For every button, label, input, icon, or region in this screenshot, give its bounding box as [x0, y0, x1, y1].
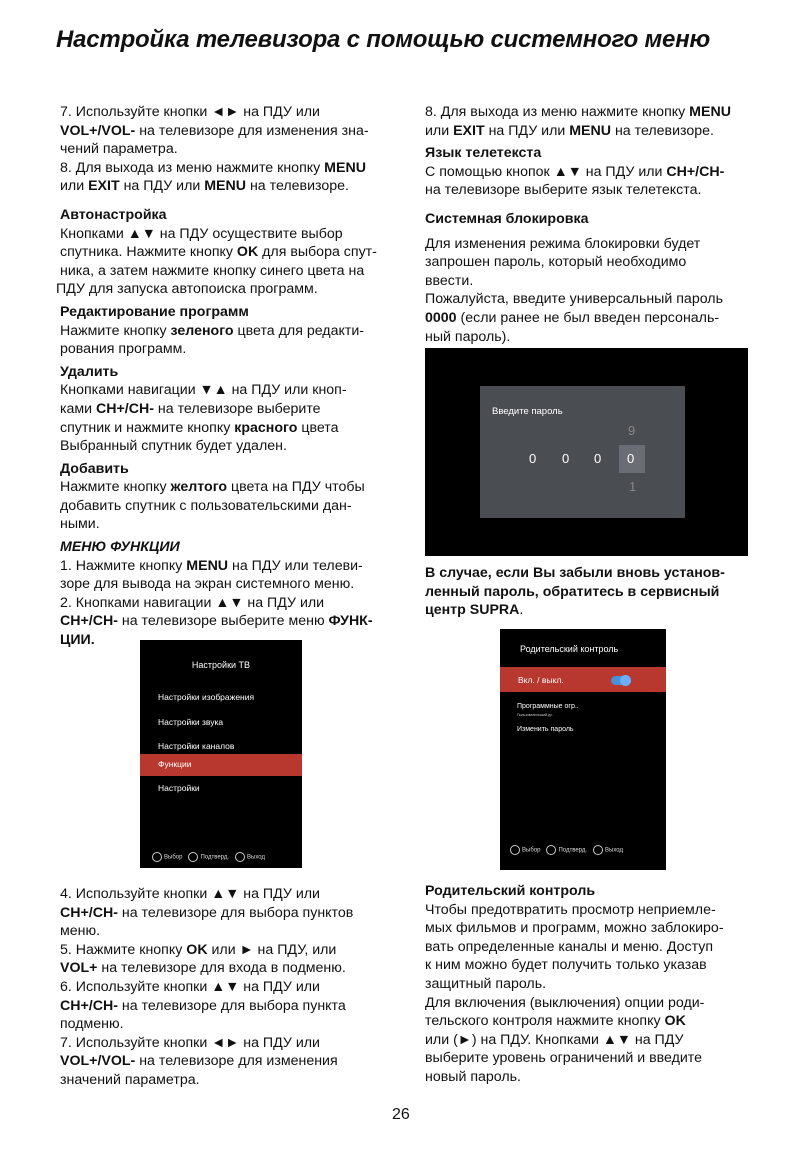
func7-line3: значений параметра.	[60, 1071, 200, 1088]
delete-line1: Кнопками навигации ▼▲ на ПДУ или кноп-	[60, 382, 347, 399]
tv-menu-item[interactable]: Настройки	[158, 783, 200, 793]
left-step7-line1: 7. Используйте кнопки ◄► на ПДУ или	[60, 104, 320, 120]
lock-line5: 0000 (если ранее не был введен персональ-	[425, 309, 720, 326]
forgot-line3: центр SUPRA.	[425, 602, 524, 619]
tv-menu-item[interactable]: Настройки каналов	[158, 741, 235, 751]
left-step8-line2: или EXIT на ПДУ или MENU на телевизоре.	[60, 178, 349, 195]
func4-line3: меню.	[60, 923, 101, 940]
parental-line9: выберите уровень ограничений и введите	[425, 1050, 703, 1067]
forgot-line2: ленный пароль, обратитесь в сервисный	[425, 583, 720, 600]
auto-line4: ПДУ для запуска автопоиска программ.	[56, 281, 318, 298]
tv-menu-item[interactable]: Настройки изображения	[158, 692, 255, 702]
auto-heading: Автонастройка	[60, 206, 167, 223]
parental-line4: к ним можно будет получить только указав	[425, 957, 707, 974]
password-digit-4[interactable]: 0	[627, 451, 635, 466]
parental-line6: Для включения (выключения) опции роди-	[425, 994, 705, 1011]
left-step7-line3: чений параметра.	[60, 141, 178, 158]
password-prompt: Введите пароль	[492, 406, 563, 417]
delete-line2: ками CH+/CH- на телевизоре выберите	[60, 400, 321, 417]
parental-line3: вать определенные каналы и меню. Доступ	[425, 938, 714, 955]
edit-heading: Редактирование программ	[60, 303, 249, 320]
lock-line4: Пожалуйста, введите универсальный пароль	[425, 291, 723, 308]
func4-line1: 4. Используйте кнопки ▲▼ на ПДУ или	[60, 886, 320, 902]
parental-line1: Чтобы предотвратить просмотр неприемле-	[425, 901, 716, 918]
tv-menu-item-selected[interactable]: Функции	[158, 759, 192, 769]
exit-icon	[593, 845, 603, 855]
parental-line8: или (►) на ПДУ. Кнопками ▲▼ на ПДУ	[425, 1031, 684, 1048]
parental-line2: мых фильмов и программ, можно заблокиро-	[425, 920, 724, 937]
parental-program-sub: Пользовательский ур..	[517, 713, 554, 717]
parental-toggle[interactable]	[611, 676, 631, 685]
parental-onoff-label[interactable]: Вкл. / выкл.	[518, 675, 564, 685]
parental-program-limits[interactable]: Программные огр..	[517, 703, 579, 710]
right-column-bottom	[425, 882, 765, 1087]
parental-line5: защитный пароль.	[425, 975, 547, 992]
password-digit-below: 1	[629, 479, 637, 494]
left-column-top	[56, 103, 405, 650]
right-step8-line2: или EXIT на ПДУ или MENU на телевизоре.	[425, 122, 714, 139]
tv-menu-title: Настройки ТВ	[191, 660, 251, 670]
lock-line6: ный пароль).	[425, 328, 511, 345]
teletext-heading: Язык телетекста	[425, 145, 542, 162]
func2-line3: ЦИИ.	[60, 632, 95, 649]
func7-line1: 7. Используйте кнопки ◄► на ПДУ или	[60, 1034, 320, 1051]
teletext-line1: С помощью кнопок ▲▼ на ПДУ или CH+/CH-	[425, 163, 725, 180]
add-line2: добавить спутник с пользовательскими дан-	[60, 497, 352, 514]
func4-line2: CH+/CH- на телевизоре для выбора пунктов	[60, 904, 354, 921]
parental-change-password[interactable]: Изменить пароль	[517, 726, 574, 733]
func6-line2: CH+/CH- на телевизоре для выбора пункта	[60, 997, 346, 1014]
right-column-top	[425, 103, 765, 346]
func5-line1: 5. Нажмите кнопку OK или ► на ПДУ, или	[60, 941, 337, 958]
tv-parental-screen	[500, 629, 666, 870]
auto-line2: спутника. Нажмите кнопку OK для выбора спут-	[60, 244, 377, 261]
func2-line2: CH+/CH- на телевизоре выберите меню ФУНК-	[60, 613, 373, 630]
select-icon	[152, 852, 162, 862]
select-icon	[510, 845, 520, 855]
lock-line2: запрошен пароль, который необходимо	[425, 254, 687, 271]
exit-icon	[235, 852, 245, 862]
edit-line1: Нажмите кнопку зеленого цвета для редакти-	[60, 322, 364, 339]
func6-line3: подменю.	[60, 1016, 124, 1033]
forgot-line1: В случае, если Вы забыли вновь установ-	[425, 565, 725, 581]
password-digit-1[interactable]: 0	[529, 451, 537, 466]
delete-heading: Удалить	[60, 363, 119, 380]
delete-line4: Выбранный спутник будет удален.	[60, 438, 287, 455]
func1-line2: зоре для вывода на экран системного меню.	[60, 576, 355, 593]
lock-line1: Для изменения режима блокировки будет	[425, 235, 701, 252]
delete-line3: спутник и нажмите кнопку красного цвета	[60, 419, 339, 436]
parental-heading: Родительский контроль	[425, 883, 596, 899]
parental-title: Родительский контроль	[520, 644, 619, 654]
edit-line2: рования программ.	[60, 341, 187, 358]
auto-line3: ника, а затем нажмите кнопку синего цвета на	[60, 262, 365, 279]
tv-menu-footer: Выбор Подтверд. Выход	[152, 852, 265, 862]
tv-menu-item[interactable]: Настройки звука	[158, 717, 224, 727]
parental-line10: новый пароль.	[425, 1068, 521, 1085]
func6-line1: 6. Используйте кнопки ▲▼ на ПДУ или	[60, 978, 320, 995]
password-digit-above: 9	[628, 423, 636, 438]
parental-footer: Выбор Подтверд. Выход	[510, 845, 623, 855]
left-step7-line2: VOL+/VOL- на телевизоре для изменения зна-	[60, 122, 369, 139]
left-step8-line1: 8. Для выхода из меню нажмите кнопку MENU	[60, 159, 366, 176]
parental-line7: тельского контроля нажмите кнопку OK	[425, 1013, 686, 1030]
ok-icon	[188, 852, 198, 862]
add-line1: Нажмите кнопку желтого цвета на ПДУ чтобы	[60, 479, 365, 496]
func5-line2: VOL+ на телевизоре для входа в подменю.	[60, 960, 346, 977]
auto-line1: Кнопками ▲▼ на ПДУ осуществите выбор	[60, 225, 343, 242]
func7-line2: VOL+/VOL- на телевизоре для изменения	[60, 1053, 338, 1070]
page-title: Настройка телевизора с помощью системного меню	[56, 26, 711, 53]
password-digit-3[interactable]: 0	[594, 451, 602, 466]
password-digit-2[interactable]: 0	[562, 451, 570, 466]
func1-line1: 1. Нажмите кнопку MENU на ПДУ или телеви-	[60, 557, 363, 574]
add-line3: ными.	[60, 516, 100, 533]
func2-line1: 2. Кнопками навигации ▲▼ на ПДУ или	[60, 594, 325, 611]
page-number: 26	[392, 1106, 410, 1123]
add-heading: Добавить	[60, 460, 129, 477]
forgot-note	[425, 564, 765, 620]
tv-password-screen	[425, 348, 748, 556]
functions-heading: МЕНЮ ФУНКЦИИ	[60, 539, 180, 556]
ok-icon	[546, 845, 556, 855]
lock-line3: ввести.	[425, 272, 474, 289]
left-column-bottom	[60, 885, 405, 1090]
tv-settings-screen	[140, 640, 302, 868]
lock-heading: Системная блокировка	[425, 210, 589, 227]
right-step8-line1: 8. Для выхода из меню нажмите кнопку MENU	[425, 104, 731, 120]
teletext-line2: на телевизоре выберите язык телетекста.	[425, 182, 702, 199]
